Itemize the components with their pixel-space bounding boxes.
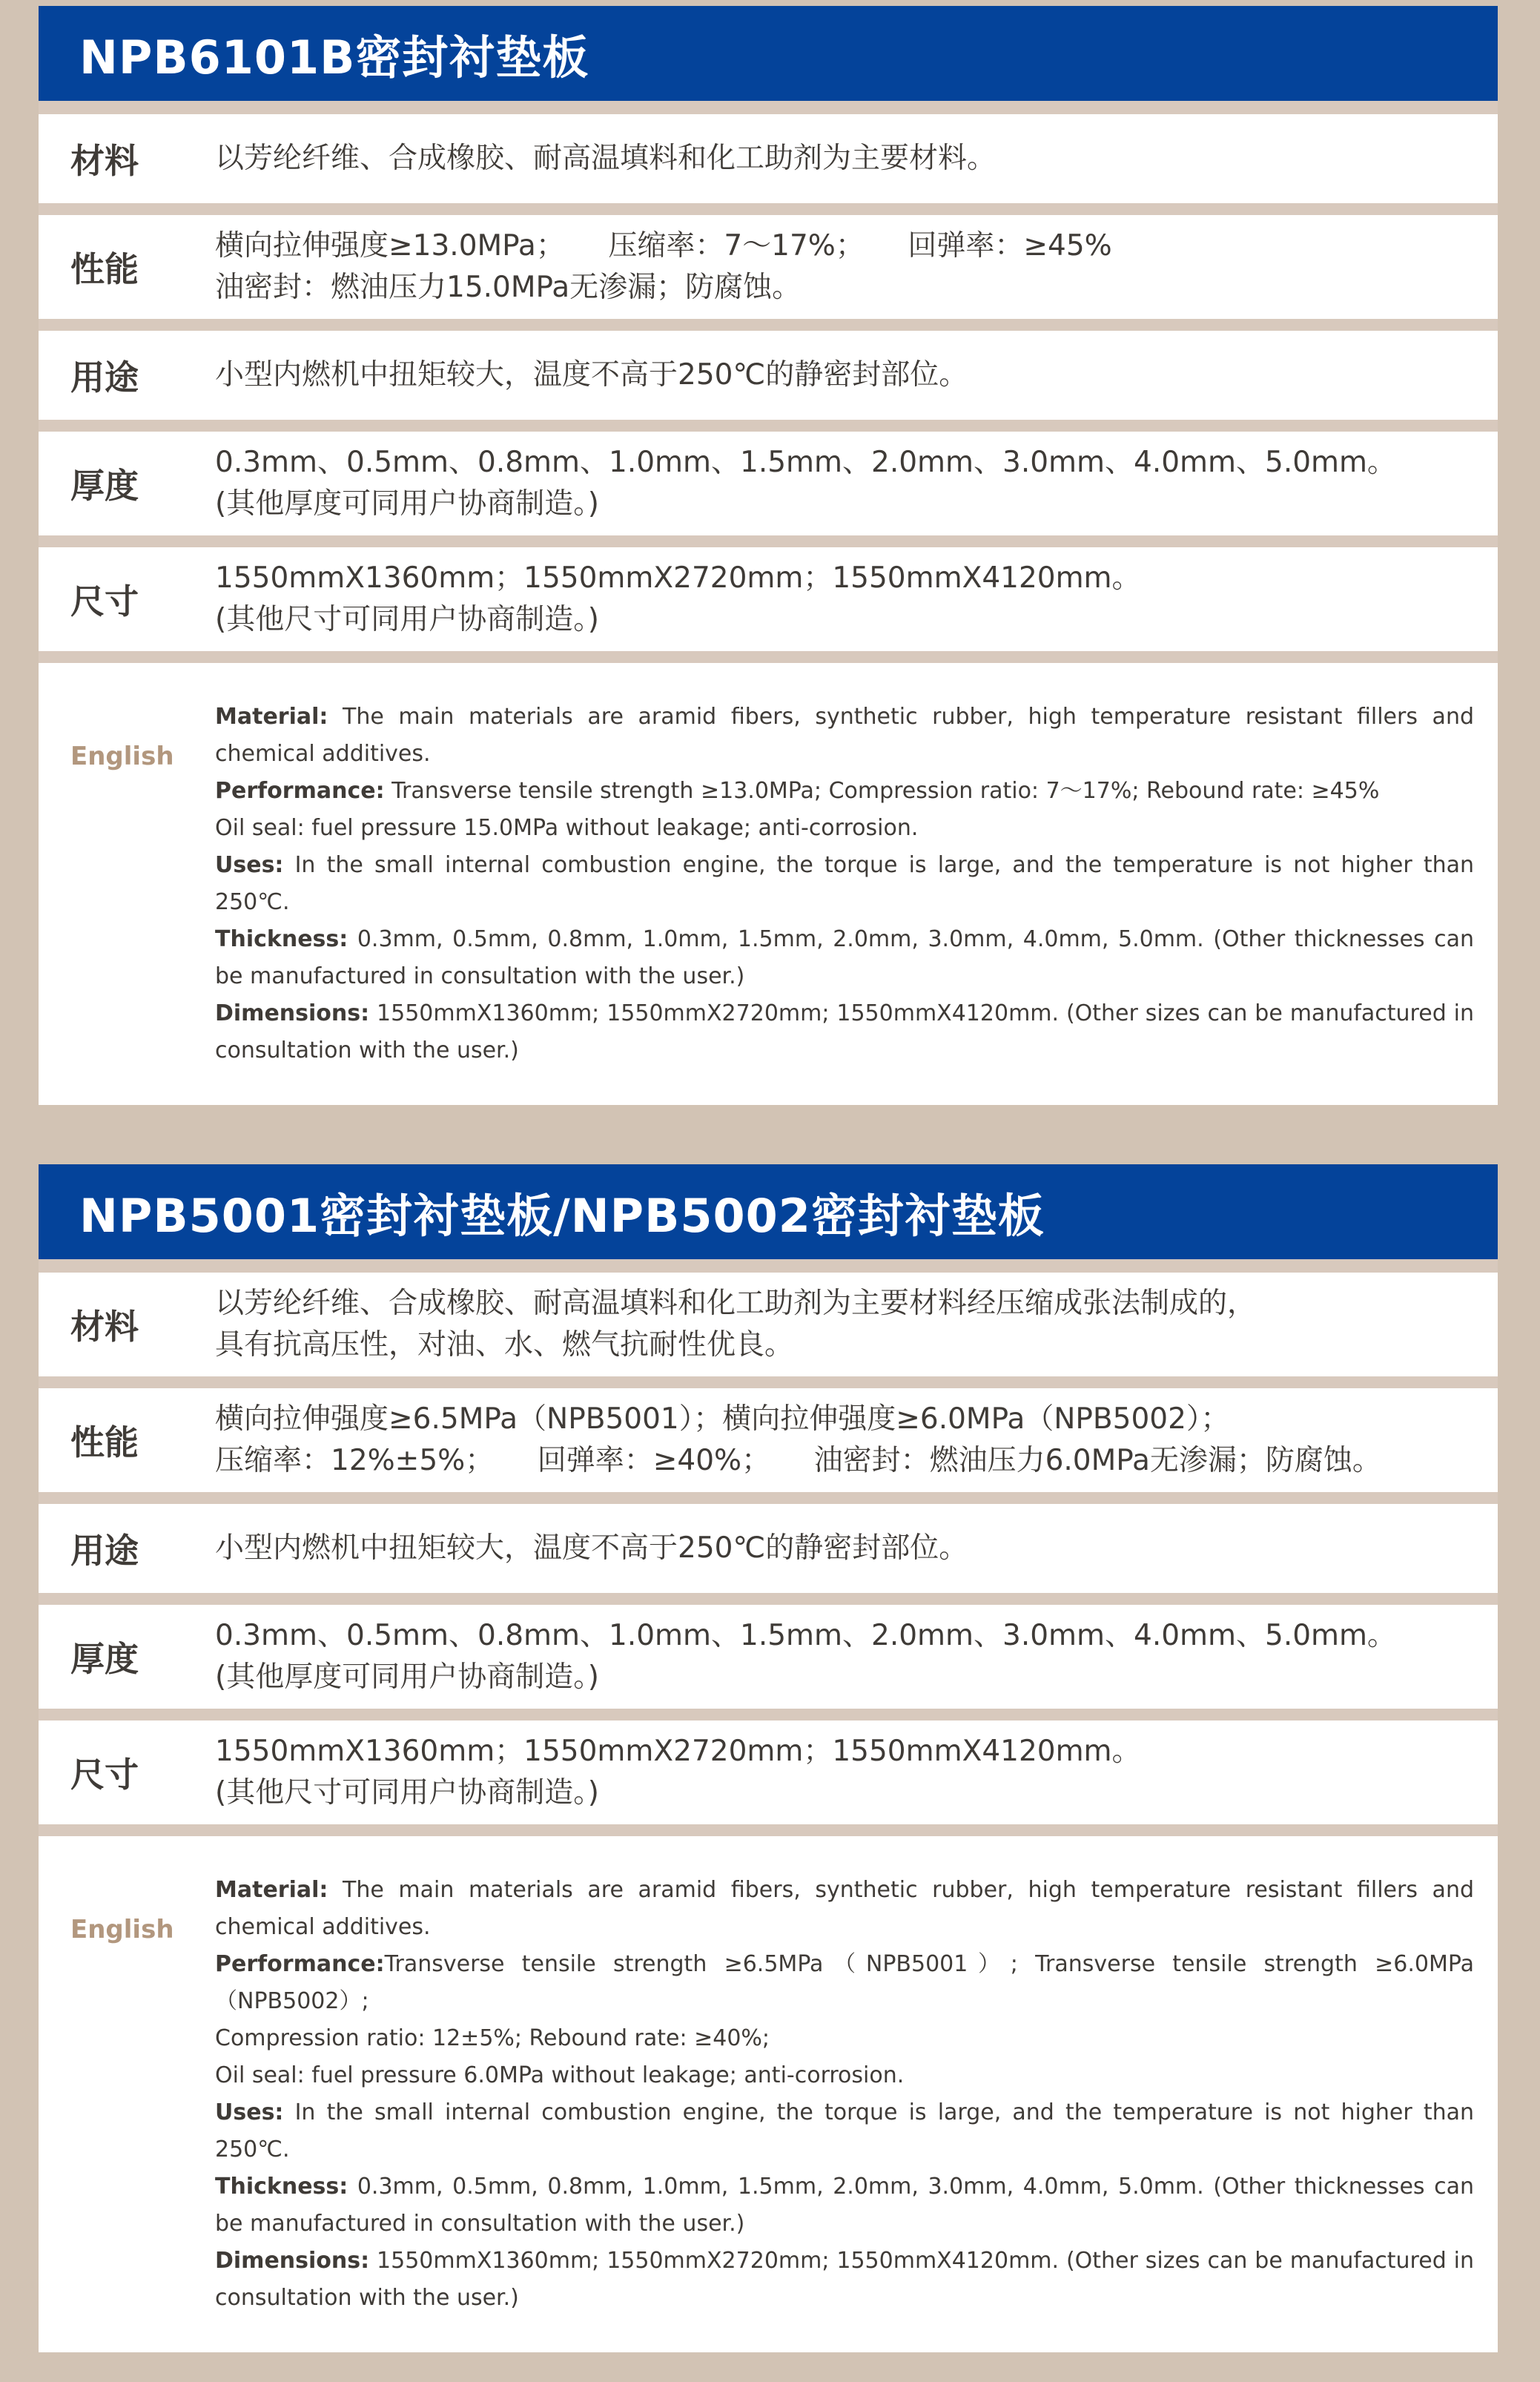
spec-row-uses: [39, 331, 1498, 420]
english-paragraph-material: [215, 699, 1474, 773]
spec-line: 横向拉伸强度≥6.5MPa（NPB5001）；横向拉伸强度≥6.0MPa（NPB5002）；: [215, 1402, 1230, 1436]
english-paragraph-uses: [215, 2094, 1474, 2168]
section-title: NPB6101B密封衬垫板: [79, 30, 589, 85]
english-term: Thickness:: [215, 926, 348, 952]
spec-line: (其他尺寸可同用户协商制造。): [215, 1776, 599, 1809]
english-term: Dimensions:: [215, 1000, 370, 1026]
section-header: [39, 6, 1498, 101]
english-text: The main materials are aramid fibers, synthetic rubber, high temperature resistant fillers and chemical additives.: [215, 1877, 1474, 1940]
spec-line: 1550mmX1360mm；1550mmX2720mm；1550mmX4120mm。: [215, 1735, 1141, 1768]
english-translation-row: [39, 1836, 1498, 2352]
english-term: Performance:: [215, 778, 385, 804]
spec-row-label: 尺寸: [70, 1755, 139, 1795]
english-text: Oil seal: fuel pressure 6.0MPa without leakage; anti-corrosion.: [215, 2062, 905, 2088]
english-label: English: [70, 742, 174, 771]
english-text: In the small internal combustion engine, the torque is large, and the temperature is not higher than 250℃.: [215, 852, 1474, 915]
english-paragraph-oil-seal: [215, 810, 1474, 847]
english-content: [215, 699, 1474, 1069]
spec-row-label: 用途: [70, 1531, 139, 1571]
spec-row-thickness: [39, 1605, 1498, 1709]
english-term: Dimensions:: [215, 2248, 370, 2274]
english-term: Material:: [215, 1877, 328, 1903]
english-text: Transverse tensile strength ≥13.0MPa; Compression ratio: 7～17%; Rebound rate: ≥45%: [384, 778, 1380, 804]
spec-row-label: 性能: [70, 1422, 139, 1462]
english-paragraph-compression: [215, 2020, 1474, 2057]
spec-row-label: 尺寸: [70, 581, 139, 621]
spec-row-content: [215, 442, 1474, 525]
spec-row-content: [215, 1615, 1474, 1698]
english-text: The main materials are aramid fibers, synthetic rubber, high temperature resistant fillers and chemical additives.: [215, 704, 1474, 767]
spec-row-dimensions: [39, 547, 1498, 651]
english-content: [215, 1872, 1474, 2317]
spec-line: 具有抗高压性，对油、水、燃气抗耐性优良。: [215, 1328, 794, 1362]
english-term: Uses:: [215, 852, 284, 878]
english-paragraph-thickness: [215, 2168, 1474, 2243]
spec-row-performance: [39, 215, 1498, 319]
spec-line: 小型内燃机中扭矩较大，温度不高于250℃的静密封部位。: [215, 1531, 968, 1565]
english-paragraph-oil-seal: [215, 2057, 1474, 2094]
spec-row-content: [215, 1528, 1474, 1569]
spec-line: 油密封：燃油压力15.0MPa无渗漏；防腐蚀。: [215, 271, 802, 304]
english-text: Compression ratio: 12±5%; Rebound rate: ≥40%;: [215, 2025, 770, 2051]
spec-row-content: [215, 138, 1474, 179]
spec-row-label: 材料: [70, 141, 139, 181]
spec-row-performance: [39, 1388, 1498, 1492]
spec-line: 以芳纶纤维、合成橡胶、耐高温填料和化工助剂为主要材料。: [215, 142, 997, 175]
english-term: Thickness:: [215, 2174, 348, 2200]
english-paragraph-dimensions: [215, 2243, 1474, 2317]
spec-line: 1550mmX1360mm；1550mmX2720mm；1550mmX4120mm。: [215, 561, 1141, 595]
spec-row-label: 厚度: [70, 466, 139, 506]
spec-row-thickness: [39, 432, 1498, 535]
spec-line: 0.3mm、0.5mm、0.8mm、1.0mm、1.5mm、2.0mm、3.0mm、4.0mm、5.0mm。: [215, 446, 1397, 479]
section-header: [39, 1164, 1498, 1259]
english-text: 1550mmX1360mm; 1550mmX2720mm; 1550mmX4120mm. (Other sizes can be manufactured in consultation with the user.): [215, 2248, 1474, 2311]
english-paragraph-performance: [215, 773, 1474, 810]
spec-row-content: [215, 1399, 1474, 1482]
english-term: Material:: [215, 704, 328, 730]
english-text: In the small internal combustion engine, the torque is large, and the temperature is not higher than 250℃.: [215, 2099, 1474, 2162]
spec-row-label: 材料: [70, 1307, 139, 1347]
spec-line: (其他厚度可同用户协商制造。): [215, 1660, 599, 1694]
spec-line: 横向拉伸强度≥13.0MPa； 压缩率：7～17%； 回弹率：≥45%: [215, 229, 1112, 263]
english-label: English: [70, 1915, 174, 1944]
english-text: 0.3mm, 0.5mm, 0.8mm, 1.0mm, 1.5mm, 2.0mm, 3.0mm, 4.0mm, 5.0mm. (Other thicknesses can be manufactured in consultation with the user.): [215, 2174, 1474, 2237]
english-text: Transverse tensile strength ≥6.5MPa（NPB5001）; Transverse tensile strength ≥6.0MPa（NPB5002）;: [215, 1951, 1474, 2014]
english-term: Uses:: [215, 2099, 284, 2125]
product-section-npb6101b: [39, 6, 1498, 1105]
spec-row-content: [215, 354, 1474, 396]
english-text: 1550mmX1360mm; 1550mmX2720mm; 1550mmX4120mm. (Other sizes can be manufactured in consultation with the user.): [215, 1000, 1474, 1063]
spec-row-material: [39, 114, 1498, 203]
english-paragraph-material: [215, 1872, 1474, 1946]
spec-line: 0.3mm、0.5mm、0.8mm、1.0mm、1.5mm、2.0mm、3.0mm、4.0mm、5.0mm。: [215, 1619, 1397, 1652]
english-text: 0.3mm, 0.5mm, 0.8mm, 1.0mm, 1.5mm, 2.0mm, 3.0mm, 4.0mm, 5.0mm. (Other thicknesses can be manufactured in consultation with the user.): [215, 926, 1474, 989]
english-paragraph-uses: [215, 847, 1474, 921]
spec-row-uses: [39, 1504, 1498, 1593]
english-text: Oil seal: fuel pressure 15.0MPa without leakage; anti-corrosion.: [215, 815, 919, 841]
english-paragraph-dimensions: [215, 995, 1474, 1069]
spec-row-content: [215, 1731, 1474, 1814]
spec-row-label: 性能: [70, 249, 139, 289]
spec-row-content: [215, 1283, 1474, 1366]
section-title: NPB5001密封衬垫板/NPB5002密封衬垫板: [79, 1188, 1045, 1243]
spec-row-content: [215, 225, 1474, 309]
spec-line: (其他尺寸可同用户协商制造。): [215, 603, 599, 636]
spec-line: 以芳纶纤维、合成橡胶、耐高温填料和化工助剂为主要材料经压缩成张法制成的，: [215, 1287, 1257, 1320]
spec-line: (其他厚度可同用户协商制造。): [215, 487, 599, 521]
product-section-npb5001-npb5002: [39, 1164, 1498, 2352]
spec-row-label: 用途: [70, 357, 139, 397]
english-paragraph-thickness: [215, 921, 1474, 995]
spec-row-material: [39, 1273, 1498, 1376]
spec-row-label: 厚度: [70, 1639, 139, 1679]
english-translation-row: [39, 663, 1498, 1105]
english-term: Performance:: [215, 1951, 385, 1977]
english-paragraph-performance: [215, 1946, 1474, 2020]
spec-row-content: [215, 558, 1474, 641]
spec-row-dimensions: [39, 1720, 1498, 1824]
spec-line: 压缩率：12%±5%； 回弹率：≥40%； 油密封：燃油压力6.0MPa无渗漏；防腐蚀。: [215, 1444, 1381, 1477]
spec-line: 小型内燃机中扭矩较大，温度不高于250℃的静密封部位。: [215, 358, 968, 392]
